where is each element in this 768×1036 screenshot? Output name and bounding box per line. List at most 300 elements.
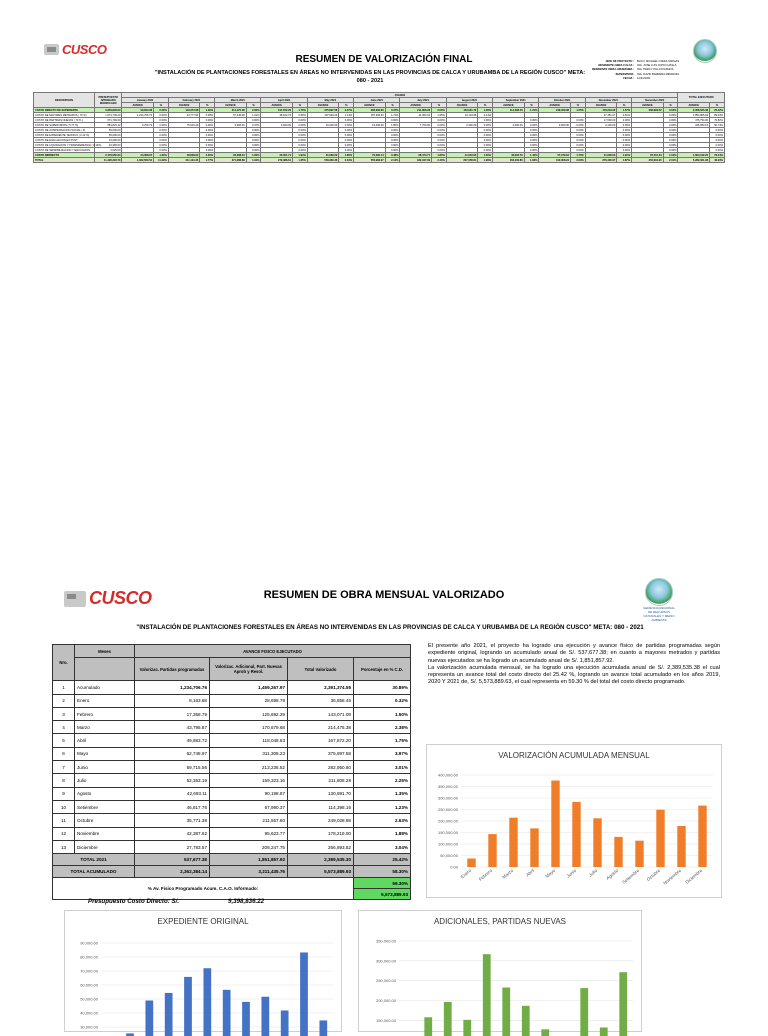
month-cell: 0.00% <box>478 123 493 128</box>
month-cell: 0.00% <box>432 148 447 153</box>
month-cell: 0.00% <box>385 128 400 133</box>
month-cell: 310,008.24 <box>539 158 571 163</box>
month-cell: 0.00% <box>154 133 169 138</box>
row-pct: 25.42% <box>710 108 725 113</box>
summary-text <box>428 643 720 687</box>
row-desc: COSTO DE EVALUACION EX POST <box>34 138 95 143</box>
row-c: 282,950.60 <box>288 761 354 774</box>
row-budget: 1,074,739.20 <box>95 113 122 118</box>
row-desc: COSTO DE EXPEDIENTE TECNICO ( 0.12 %) <box>34 133 95 138</box>
row-d: 1.75% <box>354 734 411 747</box>
row-nro: 4 <box>53 721 75 734</box>
row-c: 214,475.38 <box>288 721 354 734</box>
month-cell: 2.00% <box>246 108 261 113</box>
row-nro: 1 <box>53 681 75 694</box>
month-cell: 1.65% <box>293 158 308 163</box>
total-acum-row <box>53 866 411 878</box>
row-b: 159,323.16 <box>210 774 288 787</box>
row-d: 2.25% <box>354 774 411 787</box>
month-cell: 0.00% <box>154 113 169 118</box>
row-a: 46,817.76 <box>135 800 210 813</box>
month-cell: 0.00% <box>432 118 447 123</box>
acum-a: 2,362,384.14 <box>135 866 210 878</box>
logo-text: CUSCO <box>62 42 107 57</box>
row-c: 375,897.58 <box>288 747 354 760</box>
month-cell: 0.00% <box>154 108 169 113</box>
month-cell: 1.80% <box>385 123 400 128</box>
month-cell: 249,029.08 <box>539 108 571 113</box>
month-cell: 0.00% <box>293 128 308 133</box>
month-cell: 2,000.00 <box>493 123 525 128</box>
sub-avance: AVANCE <box>493 103 525 108</box>
row-mes: Acumulado <box>75 681 135 694</box>
row-mes: Octubre <box>75 814 135 827</box>
month-cell: 0.00% <box>524 133 539 138</box>
row-a: 69,715.56 <box>135 761 210 774</box>
month-cell: 2.00% <box>571 158 586 163</box>
month-cell: 0.14% <box>478 113 493 118</box>
row-pct: 89.64% <box>710 113 725 118</box>
row-budget: 15,000.00 <box>95 138 122 143</box>
staff-name: ING. JOSE LUIS JUPIO CATALA <box>637 64 677 68</box>
month-cell: 0.00% <box>432 143 447 148</box>
y-tick-label: 30,000.00 <box>80 1024 98 1030</box>
row-nro: 8 <box>53 774 75 787</box>
row-c: 143,071.08 <box>288 707 354 720</box>
bar <box>580 988 588 1036</box>
month-header: August 2021 <box>446 98 492 103</box>
month-cell: 1.77% <box>200 158 215 163</box>
row-pct: 0.00% <box>710 148 725 153</box>
month-cell: 7,700.00 <box>400 123 432 128</box>
month-cell: 0.00% <box>432 128 447 133</box>
row-pct: 76.44% <box>710 153 725 158</box>
month-cell: 95,368.43 <box>215 153 247 158</box>
row-budget: 671,793.00 <box>95 118 122 123</box>
month-cell: 0.00% <box>200 118 215 123</box>
y-tick-label: 80,000.00 <box>80 954 98 960</box>
month-cell: 0.00% <box>478 133 493 138</box>
month-cell: 0.00% <box>154 148 169 153</box>
month-cell: 1.70% <box>571 153 586 158</box>
month-cell: 0.00% <box>293 138 308 143</box>
month-cell: 375,897.58 <box>307 108 339 113</box>
month-cell: 1.80% <box>339 153 354 158</box>
row-nro: 3 <box>53 707 75 720</box>
month-cell: 15,000.00 <box>307 123 339 128</box>
month-cell: 178,219.00 <box>585 108 617 113</box>
month-cell: 0.00% <box>385 148 400 153</box>
row-b: 118,048.63 <box>210 734 288 747</box>
month-cell: 114,398.16 <box>493 108 525 113</box>
sub-pct: % <box>617 103 632 108</box>
row-nro: 6 <box>53 747 75 760</box>
sub-pct: % <box>478 103 493 108</box>
month-cell: 0.00% <box>432 123 447 128</box>
month-row <box>53 747 411 760</box>
month-cell: 11.29% <box>154 158 169 163</box>
month-cell: 0.00% <box>339 118 354 123</box>
row-desc: TOTAL <box>34 158 95 163</box>
sub-pct: % <box>246 103 261 108</box>
row-desc: COSTO DE COMPENSACION SOCIAL / FI <box>34 128 95 133</box>
month-cell: 311,191.26 <box>168 158 200 163</box>
bar <box>635 841 643 867</box>
row-c: 249,028.98 <box>288 814 354 827</box>
staff-name: 12/31/2021 <box>637 76 651 80</box>
month-cell: 1.30% <box>478 108 493 113</box>
month-cell: 0.00% <box>524 123 539 128</box>
bar <box>145 1000 153 1036</box>
footer-amount: 5,573,889.93 <box>354 889 411 900</box>
row-budget: 2,176,955.34 <box>95 153 122 158</box>
x-tick-label: Diciembre <box>684 867 704 885</box>
month-cell: 1.83% <box>524 158 539 163</box>
sub-pct: % <box>154 103 169 108</box>
row-nro: 12 <box>53 827 75 840</box>
total-d: 25.42% <box>354 854 411 866</box>
row-b: 311,308.23 <box>210 747 288 760</box>
sub-pct: % <box>200 103 215 108</box>
month-cell: 0.00% <box>246 118 261 123</box>
month-cell: 0.00% <box>246 128 261 133</box>
month-cell: 0.00% <box>571 123 586 128</box>
acum-label: TOTAL ACUMULADO <box>53 866 135 878</box>
row-desc: COSTO DE MAYORES METRADOS ( 70 %) <box>34 113 95 118</box>
row-mes: Mayo <box>75 747 135 760</box>
row-total: 345,953.16 <box>678 123 710 128</box>
month-cell: 0.00% <box>385 133 400 138</box>
month-cell: 143,072.68 <box>168 108 200 113</box>
staff-role: RESIDENTE OBRA CALCA : <box>598 64 634 68</box>
bar <box>300 952 308 1036</box>
row-nro: 5 <box>53 734 75 747</box>
row-mes: Noviembre <box>75 827 135 840</box>
month-cell: 559,960.36 <box>307 158 339 163</box>
bar <box>444 1002 452 1036</box>
month-cell: 48,912.70 <box>261 113 293 118</box>
row-a: 8,163.68 <box>135 694 210 707</box>
row-c: 2,391,374.55 <box>288 681 354 694</box>
row-d: 1.50% <box>354 707 411 720</box>
month-cell: 0.00% <box>246 138 261 143</box>
seal-text: GERENCIA REGIONAL DE RECURSOS NATURALES Y MEDIO AMBIENTE <box>643 606 675 622</box>
staff-role: FECHA : <box>623 76 634 80</box>
month-cell: 0.00% <box>385 118 400 123</box>
month-cell: 0.00% <box>385 143 400 148</box>
row-nro: 13 <box>53 840 75 853</box>
bar <box>502 987 510 1036</box>
month-cell: 68,474.77 <box>400 153 432 158</box>
month-header: May 2021 <box>307 98 353 103</box>
month-cell: 187,992.63 <box>354 113 386 118</box>
bar <box>600 1027 608 1036</box>
y-tick-label: 350,000.00 <box>375 938 396 944</box>
month-cell: 1.57% <box>617 108 632 113</box>
sub-avance: AVANCE <box>307 103 339 108</box>
month-cell: 1.21% <box>524 108 539 113</box>
month-cell: 1.91% <box>617 153 632 158</box>
sub-avance: AVANCE <box>632 103 664 108</box>
month-row <box>53 774 411 787</box>
row-b: 90,198.87 <box>210 787 288 800</box>
month-row <box>53 827 411 840</box>
y-tick-label: 200,000.00 <box>375 998 396 1003</box>
row-total: 475,754.00 <box>678 118 710 123</box>
bar <box>483 954 491 1036</box>
month-cell: 1,234,706.76 <box>122 113 154 118</box>
row-b: 1,459,267.97 <box>210 681 288 694</box>
month-cell: 207,058.61 <box>446 158 478 163</box>
footer-label: % Av. Fisico Programado Acum. C.A.O. Informado: <box>53 878 354 900</box>
month-cell: 41,630.00 <box>585 153 617 158</box>
row-c: 211,808.28 <box>288 774 354 787</box>
row-mes: Enero <box>75 694 135 707</box>
row-c: 130,891.70 <box>288 787 354 800</box>
x-tick-label: Julio <box>587 867 599 878</box>
row-desc: COSTO DIRECTO DE EXPEDIENTE <box>34 108 95 113</box>
regional-seal <box>642 578 676 622</box>
x-tick-label: Febrero <box>477 867 494 882</box>
paragraph-1: El presente año 2021, el proyecto ha logrado una ejecución y avance físico de partidas programadas según expediente original, logrando un acumulado anual de S/. 537,677.38; en cuanto a mayores metrados y partidas nuevas ejecutados se ha logrado un acumulado anual de S/. 1,851,857.92. <box>428 643 720 664</box>
staff-list <box>590 60 700 81</box>
bar <box>509 818 517 867</box>
col-b: Valorizac. Adicional, Part. Nuevas Aprob y Resol. <box>210 658 288 681</box>
logo-text-2: CUSCO <box>89 588 152 608</box>
row-nro: 9 <box>53 787 75 800</box>
month-cell: 44,364.04 <box>400 113 432 118</box>
row-budget: 3,659,803.00 <box>95 108 122 113</box>
row-a: 27,783.57 <box>135 840 210 853</box>
month-cell: 266,893.52 <box>632 108 664 113</box>
total-c: 2,389,535.30 <box>288 854 354 866</box>
bar <box>541 1029 549 1036</box>
month-cell: 0.00% <box>571 138 586 143</box>
month-cell: 0.00% <box>663 118 678 123</box>
y-tick-label: 0.00 <box>450 864 458 870</box>
bar <box>319 1020 327 1036</box>
x-tick-label: Mayo <box>544 867 557 879</box>
col-meses-blank <box>75 658 135 681</box>
month-cell: 2.43% <box>432 158 447 163</box>
month-cell: 0.00% <box>246 143 261 148</box>
bar <box>551 781 559 867</box>
row-d: 3.04% <box>354 840 411 853</box>
month-cell: 1.91% <box>246 158 261 163</box>
month-header: February 2021 <box>168 98 214 103</box>
month-cell: 0.00% <box>200 138 215 143</box>
sub-pct: % <box>339 103 354 108</box>
x-tick-label: Setiembre <box>621 867 641 885</box>
month-cell: 0.00% <box>432 138 447 143</box>
month-cell: 1.05% <box>571 108 586 113</box>
month-row <box>53 681 411 694</box>
row-mes: Junio <box>75 761 135 774</box>
month-cell: 1.30% <box>154 153 169 158</box>
col-budget: PRESUPUESTO APROBADO MODIFICADO <box>95 93 122 108</box>
row-mes: Marzo <box>75 721 135 734</box>
row-mes: Agosto <box>75 787 135 800</box>
sub-pct: % <box>432 103 447 108</box>
row-d: 1.35% <box>354 787 411 800</box>
x-tick-label: Noviembre <box>662 867 683 886</box>
month-cell: 3,900.00 <box>539 123 571 128</box>
chart-svg-adicionales <box>359 911 641 1031</box>
regional-seal-icon <box>693 39 717 63</box>
month-cell: 214,475.38 <box>215 108 247 113</box>
col-desc: DESCRIPCION <box>34 93 95 108</box>
month-row <box>53 814 411 827</box>
row-total: 1,854,955.93 <box>678 113 710 118</box>
month-cell: 3.04% <box>663 108 678 113</box>
row-budget: 11,426,323.79 <box>95 158 122 163</box>
bar <box>614 837 622 867</box>
chart-valorizacion <box>426 744 722 898</box>
month-cell: 0.00% <box>154 143 169 148</box>
y-tick-label: 250,000.00 <box>375 978 396 984</box>
row-desc: COSTO INDIRECTO <box>34 153 95 158</box>
month-cell: 1.01% <box>663 153 678 158</box>
row-c: 167,872.20 <box>288 734 354 747</box>
month-cell: 37,451.07 <box>585 113 617 118</box>
month-cell: 2,900.00 <box>446 123 478 128</box>
row-mes: Abril <box>75 734 135 747</box>
row-b: 28,698.78 <box>210 694 288 707</box>
chart-expediente <box>64 910 342 1032</box>
month-cell: 0.00% <box>293 133 308 138</box>
bar <box>281 1010 289 1036</box>
month-cell: 3.07% <box>339 108 354 113</box>
row-budget: 681,823.12 <box>95 123 122 128</box>
month-cell: 0.48% <box>385 153 400 158</box>
chart-svg-expediente <box>65 911 341 1031</box>
month-cell: 353,904.95 <box>632 158 664 163</box>
row-d: 3.97% <box>354 747 411 760</box>
month-cell: 0.00% <box>617 148 632 153</box>
row-mes: Diciembre <box>75 840 135 853</box>
total-label: TOTAL 2021 <box>53 854 135 866</box>
month-cell: 99,844.08 <box>122 108 154 113</box>
month-cell: 0.00% <box>478 148 493 153</box>
total-2021-row <box>53 854 411 866</box>
month-cell: 0.00% <box>154 138 169 143</box>
month-cell: 0.00% <box>571 133 586 138</box>
col-d: Porcentaje en % C.D. <box>354 658 411 681</box>
month-cell: 0.00% <box>663 123 678 128</box>
month-cell: 2.00% <box>617 118 632 123</box>
month-cell: 0.00% <box>617 133 632 138</box>
month-cell: 1.14% <box>339 113 354 118</box>
row-pct: 0.00% <box>710 128 725 133</box>
month-cell: 0.00% <box>663 113 678 118</box>
sub-pct: % <box>524 103 539 108</box>
month-cell: 70,090.14 <box>354 153 386 158</box>
row-total: 2,358,535.38 <box>678 108 710 113</box>
month-row <box>53 840 411 853</box>
staff-role: JEFE DE PROYECTO : <box>605 60 634 63</box>
bar <box>165 993 173 1036</box>
month-cell: 61,069.52 <box>307 153 339 158</box>
x-tick-label: Octubre <box>645 867 662 883</box>
month-cell: 0.00% <box>571 118 586 123</box>
col-meses: Meses <box>75 645 135 658</box>
y-tick-label: 90,000.00 <box>80 940 98 946</box>
bar <box>572 802 580 867</box>
y-tick-label: 300,000.00 <box>375 958 396 964</box>
row-b: 170,679.68 <box>210 721 288 734</box>
budget-label: Presupuesto Costo Directo: S/. <box>88 898 180 905</box>
bar <box>530 828 538 867</box>
month-cell: 2.13% <box>385 158 400 163</box>
month-row <box>53 761 411 774</box>
acum-d: 58.30% <box>354 866 411 878</box>
total-b: 1,851,857.92 <box>210 854 288 866</box>
bar <box>261 997 269 1036</box>
month-cell: 107,993.26 <box>307 113 339 118</box>
row-d: 1.23% <box>354 800 411 813</box>
sub-pct: % <box>710 103 725 108</box>
month-cell: 1,362,560.54 <box>122 158 154 163</box>
month-row <box>53 787 411 800</box>
bar <box>223 990 231 1036</box>
month-cell: 1.87% <box>617 158 632 163</box>
project-subtitle-2: "INSTALACIÓN DE PLANTACIONES FORESTALES EN ÁREAS NO INTERVENIDAS EN LAS PROVINCIAS DE CALCA Y URUBAMBA DE LA REGIÓN CUSCO" META: 080 - 2021 <box>136 624 644 631</box>
x-tick-label: Abril <box>525 867 536 878</box>
row-b: 125,692.29 <box>210 707 288 720</box>
y-tick-label: 50,000.00 <box>80 996 98 1002</box>
row-b: 95,623.77 <box>210 827 288 840</box>
month-header: January 2021 <box>122 98 168 103</box>
sub-avance: AVANCE <box>539 103 571 108</box>
row-pct: 70.82% <box>710 118 725 123</box>
staff-role: RESIDENTE OBRA URUBAMBA : <box>591 68 634 72</box>
month-cell: 0.00% <box>293 143 308 148</box>
month-cell: 0.00% <box>385 138 400 143</box>
month-cell: 0.00% <box>478 138 493 143</box>
month-cell: 0.00% <box>663 138 678 143</box>
month-cell: 3,700.73 <box>122 123 154 128</box>
month-cell: 272,386.61 <box>261 158 293 163</box>
month-cell: 0.00% <box>339 123 354 128</box>
month-cell: 0.00% <box>663 128 678 133</box>
chart-title-valorizacion: VALORIZACIÓN ACUMULADA MENSUAL <box>498 751 650 760</box>
col-c: Total Valorizado <box>288 658 354 681</box>
month-cell: 0.00% <box>524 148 539 153</box>
row-b: 208,247.75 <box>210 840 288 853</box>
col-a: Valorizac. Partidas programadas <box>135 658 210 681</box>
row-desc: COSTO DE PARTIDAS NUEVAS ( 70 % ) <box>34 118 95 123</box>
month-cell: 0.00% <box>663 143 678 148</box>
row-pct: 50.74% <box>710 123 725 128</box>
row-a: 42,387.62 <box>135 827 210 840</box>
month-cell: 0.00% <box>339 133 354 138</box>
month-cell: 0.00% <box>200 128 215 133</box>
month-cell: 211,808.28 <box>400 108 432 113</box>
row-mes: Febrero <box>75 707 135 720</box>
row-total: 5,282,321.96 <box>678 158 710 163</box>
sub-avance: AVANCE <box>585 103 617 108</box>
month-cell: 0.00% <box>524 128 539 133</box>
sub-avance: AVANCE <box>168 103 200 108</box>
y-tick-label: 100,000.00 <box>437 841 458 847</box>
month-cell: 1.01% <box>246 113 261 118</box>
row-nro: 10 <box>53 800 75 813</box>
row-desc: COSTO DE SENSIBILIZACION Y EDUCACION <box>34 148 95 153</box>
bar <box>242 1002 250 1036</box>
month-cell: 24,308.97 <box>122 153 154 158</box>
month-cell: 87,011.43 <box>632 153 664 158</box>
staff-row <box>590 77 700 81</box>
